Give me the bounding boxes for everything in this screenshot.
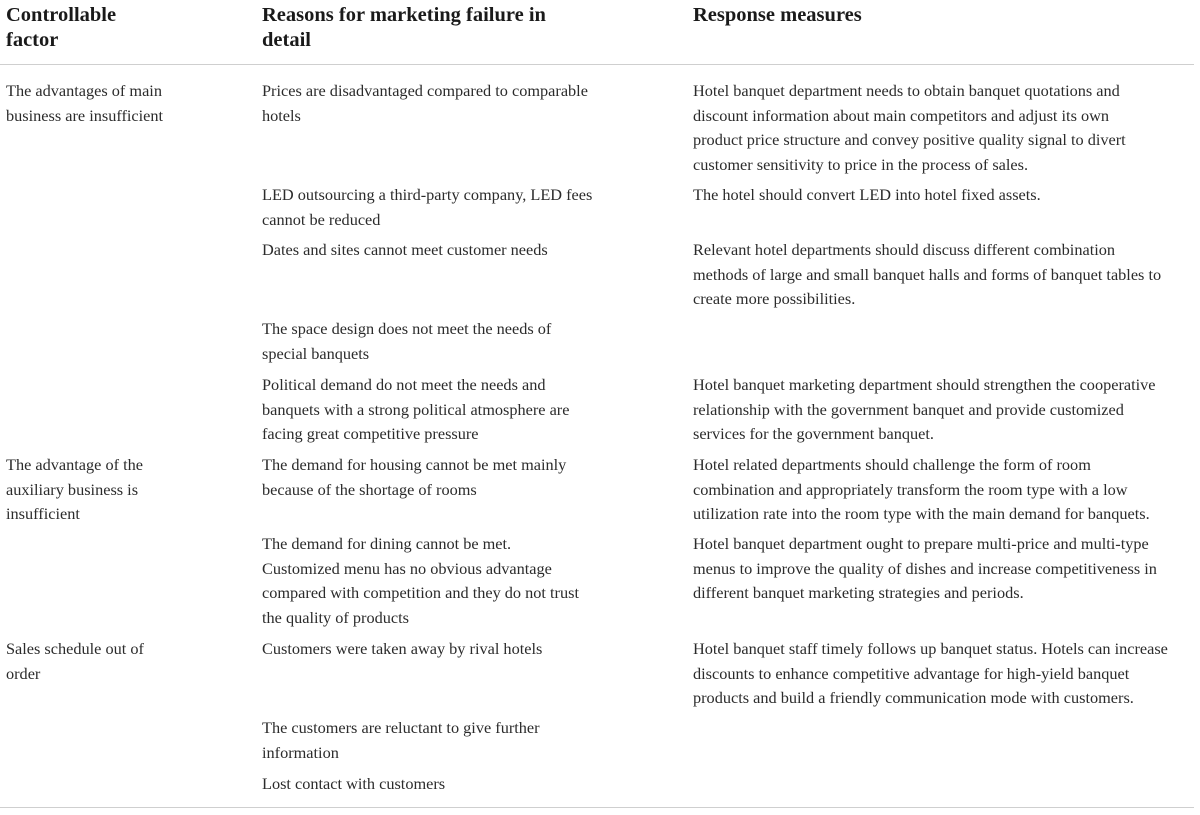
cell-line: create more possibilities.	[693, 289, 856, 309]
cell-line: information	[262, 742, 339, 762]
cell-line: utilization rate into the room type with the main demand for banquets.	[693, 504, 1150, 524]
header-divider	[0, 64, 1194, 65]
cell-line: methods of large and small banquet halls and forms of banquet tables to	[693, 264, 1162, 284]
cell-line: order	[6, 663, 41, 683]
reason-cell	[262, 772, 445, 797]
reason-cell	[262, 373, 569, 447]
header-line: Response measures	[693, 4, 862, 26]
factor-cell	[6, 453, 143, 527]
cell-line: services for the government banquet.	[693, 424, 934, 444]
cell-line: Customers were taken away by rival hotels	[262, 639, 543, 658]
reason-cell	[262, 317, 551, 366]
cell-line: Customized menu has no obvious advantage	[262, 558, 552, 578]
header-controllable-factor	[6, 3, 116, 53]
factor-cell	[6, 637, 144, 686]
cell-line: Hotel banquet department needs to obtain banquet quotations and	[693, 81, 1120, 100]
cell-line: business are insufficient	[6, 105, 164, 125]
cell-line: because of the shortage of rooms	[262, 479, 477, 499]
cell-line: menus to improve the quality of dishes and increase competitiveness in	[693, 558, 1157, 578]
table-bottom-rule	[0, 807, 1194, 808]
cell-line: Relevant hotel departments should discuss different combination	[693, 240, 1116, 259]
cell-line: product price structure and convey positive quality signal to divert	[693, 130, 1126, 150]
header-line: Controllable	[6, 4, 117, 26]
cell-line: relationship with the government banquet and provide customized	[693, 399, 1124, 419]
reason-cell	[262, 238, 548, 263]
cell-line: The hotel should convert LED into hotel fixed assets.	[693, 185, 1041, 204]
cell-line: LED outsourcing a third-party company, LED fees	[262, 185, 593, 204]
measure-cell	[693, 532, 1157, 606]
reason-cell	[262, 532, 579, 630]
measure-cell	[693, 373, 1156, 447]
reason-cell	[262, 79, 588, 128]
reason-cell	[262, 183, 592, 232]
cell-line: Sales schedule out of	[6, 639, 144, 658]
cell-line: Prices are disadvantaged compared to comparable	[262, 81, 588, 100]
cell-line: Political demand do not meet the needs and	[262, 375, 546, 394]
header-line: Reasons for marketing failure in	[262, 4, 546, 26]
cell-line: Hotel banquet staff timely follows up banquet status. Hotels can increase	[693, 639, 1168, 658]
cell-line: discount information about main competitors and adjust its own	[693, 105, 1110, 125]
header-response-measures	[693, 3, 862, 28]
cell-line: combination and appropriately transform the room type with a low	[693, 479, 1128, 499]
cell-line: Hotel banquet department ought to prepare multi-price and multi-type	[693, 534, 1149, 553]
measure-cell	[693, 453, 1150, 527]
cell-line: The demand for dining cannot be met.	[262, 534, 512, 553]
header-line: detail	[262, 29, 311, 51]
cell-line: discounts to enhance competitive advantage for high-yield banquet	[693, 663, 1130, 683]
cell-line: Dates and sites cannot meet customer needs	[262, 240, 548, 259]
measure-cell	[693, 238, 1161, 312]
cell-line: The advantage of the	[6, 455, 143, 474]
cell-line: the quality of products	[262, 607, 409, 627]
cell-line: The customers are reluctant to give further	[262, 718, 540, 737]
measure-cell	[693, 79, 1126, 177]
cell-line: compared with competition and they do not trust	[262, 583, 579, 603]
cell-line: hotels	[262, 105, 301, 125]
cell-line: Hotel banquet marketing department should strengthen the cooperative	[693, 375, 1156, 394]
reason-cell	[262, 716, 540, 765]
cell-line: products and build a friendly communication mode with customers.	[693, 688, 1134, 708]
cell-line: different banquet marketing strategies and periods.	[693, 583, 1024, 603]
measure-cell	[693, 183, 1041, 208]
cell-line: Lost contact with customers	[262, 774, 446, 793]
cell-line: The advantages of main	[6, 81, 162, 100]
cell-line: The demand for housing cannot be met mainly	[262, 455, 567, 474]
measure-cell	[693, 637, 1168, 711]
cell-line: special banquets	[262, 343, 370, 363]
cell-line: The space design does not meet the needs of	[262, 319, 552, 338]
header-reasons	[262, 3, 546, 53]
cell-line: cannot be reduced	[262, 209, 381, 229]
header-line: factor	[6, 29, 59, 51]
cell-line: facing great competitive pressure	[262, 424, 479, 444]
factor-cell	[6, 79, 163, 128]
cell-line: auxiliary business is	[6, 479, 139, 499]
cell-line: Hotel related departments should challenge the form of room	[693, 455, 1091, 474]
cell-line: insufficient	[6, 504, 80, 524]
cell-line: banquets with a strong political atmosphere are	[262, 399, 570, 419]
reason-cell	[262, 453, 566, 502]
cell-line: customer sensitivity to price in the process of sales.	[693, 154, 1029, 174]
reason-cell	[262, 637, 542, 662]
